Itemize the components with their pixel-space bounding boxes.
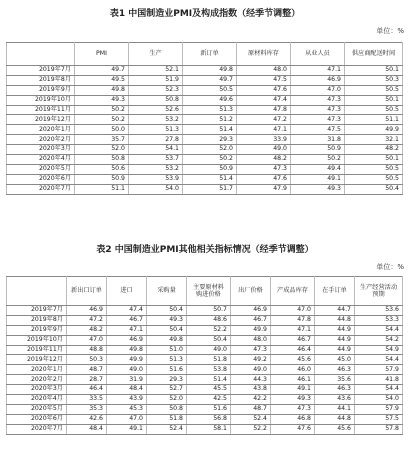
table-cell: 48.0 — [231, 335, 271, 345]
row-label: 2019年8月 — [7, 315, 67, 325]
table-cell: 51.4 — [187, 375, 231, 385]
table-cell: 47.5 — [237, 75, 291, 85]
table-cell: 52.7 — [147, 385, 187, 395]
table-cell: 44.7 — [315, 306, 355, 316]
table-cell: 48.0 — [237, 66, 291, 76]
table-cell: 44.9 — [315, 335, 355, 345]
table-cell: 47.2 — [237, 115, 291, 125]
table-row — [7, 75, 403, 85]
table-cell: 44.3 — [231, 375, 271, 385]
row-label: 2020年5月 — [7, 404, 67, 414]
table-cell: 58.1 — [187, 424, 231, 434]
table-cell: 47.1 — [271, 325, 315, 335]
table-cell: 51.3 — [129, 125, 183, 135]
table-cell: 47.3 — [237, 164, 291, 174]
table-cell: 49.2 — [231, 355, 271, 365]
table1-header-row — [7, 43, 403, 66]
table-cell: 50.5 — [345, 174, 403, 184]
table-cell: 48.4 — [107, 385, 147, 395]
table-cell: 49.9 — [107, 355, 147, 365]
table-row — [7, 325, 403, 335]
table-cell: 49.3 — [291, 184, 345, 194]
table-cell: 48.2 — [67, 325, 107, 335]
table-row — [7, 395, 403, 405]
table2-col-header: 生产经营活动预期 — [355, 277, 403, 306]
row-label: 2020年6月 — [7, 414, 67, 424]
row-label: 2019年11月 — [7, 345, 67, 355]
table-cell: 46.9 — [231, 306, 271, 316]
row-label: 2019年11月 — [7, 105, 75, 115]
table-cell: 45.6 — [315, 424, 355, 434]
table2-col-header: 主要原材料购进价格 — [187, 277, 231, 306]
table2-col-header: 在手订单 — [315, 277, 355, 306]
table-row — [7, 404, 403, 414]
table-cell: 51.3 — [147, 355, 187, 365]
table2-col-header: 采购量 — [147, 277, 187, 306]
table-cell: 49.3 — [147, 315, 187, 325]
table-cell: 47.8 — [271, 315, 315, 325]
table-cell: 52.2 — [231, 424, 271, 434]
table-row — [7, 164, 403, 174]
table1-col-header: PMI — [75, 43, 129, 66]
table-cell: 43.6 — [315, 395, 355, 405]
table-cell: 44.9 — [315, 325, 355, 335]
table-cell: 35.3 — [67, 404, 107, 414]
table-cell: 50.1 — [345, 95, 403, 105]
table-cell: 49.0 — [231, 365, 271, 375]
table-cell: 57.9 — [355, 365, 403, 375]
table-cell: 50.9 — [291, 145, 345, 155]
table2-col-header: 进口 — [107, 277, 147, 306]
table-cell: 49.9 — [345, 125, 403, 135]
table-cell: 49.3 — [271, 395, 315, 405]
table-cell: 33.5 — [67, 395, 107, 405]
table-cell: 50.8 — [147, 404, 187, 414]
row-label: 2020年1月 — [7, 125, 75, 135]
table-row — [7, 335, 403, 345]
table-cell: 49.4 — [291, 164, 345, 174]
row-label: 2019年10月 — [7, 95, 75, 105]
table-cell: 50.2 — [291, 155, 345, 165]
row-label: 2019年10月 — [7, 335, 67, 345]
table-cell: 50.4 — [187, 335, 231, 345]
table-row — [7, 355, 403, 365]
table1-unit: 单位：% — [376, 27, 404, 35]
table-cell: 47.1 — [291, 66, 345, 76]
table-cell: 46.7 — [231, 315, 271, 325]
table-cell: 44.9 — [315, 345, 355, 355]
table-cell: 46.3 — [315, 365, 355, 375]
table-cell: 46.4 — [271, 345, 315, 355]
table-cell: 51.0 — [147, 345, 187, 355]
table-cell: 45.5 — [187, 385, 231, 395]
table-cell: 53.2 — [129, 115, 183, 125]
table2-unit: 单位：% — [376, 263, 404, 271]
table-cell: 47.8 — [237, 105, 291, 115]
table1-col-header: 从业人员 — [291, 43, 345, 66]
table-cell: 49.9 — [231, 325, 271, 335]
table-cell: 50.5 — [345, 85, 403, 95]
table-cell: 47.6 — [237, 174, 291, 184]
table-cell: 53.8 — [187, 365, 231, 375]
table-cell: 49.6 — [183, 95, 237, 105]
table-cell: 54.0 — [129, 184, 183, 194]
table-cell: 47.9 — [237, 184, 291, 194]
table-cell: 47.0 — [271, 306, 315, 316]
table-cell: 48.2 — [237, 155, 291, 165]
table-cell: 49.7 — [75, 66, 129, 76]
table-cell: 51.9 — [129, 75, 183, 85]
row-label: 2020年4月 — [7, 155, 75, 165]
table-row — [7, 125, 403, 135]
table-cell: 47.4 — [107, 306, 147, 316]
table-row — [7, 306, 403, 316]
table-row — [7, 414, 403, 424]
table-cell: 48.7 — [231, 404, 271, 414]
table-cell: 47.3 — [231, 345, 271, 355]
table-cell: 49.7 — [183, 75, 237, 85]
table-cell: 53.6 — [355, 306, 403, 316]
table-cell: 52.3 — [129, 85, 183, 95]
table-cell: 46.4 — [67, 385, 107, 395]
table-cell: 46.9 — [107, 335, 147, 345]
table-cell: 47.3 — [271, 404, 315, 414]
table-cell: 42.5 — [187, 395, 231, 405]
table-cell: 49.8 — [147, 335, 187, 345]
table1-col-header: 原材料库存 — [237, 43, 291, 66]
table-cell: 51.4 — [183, 125, 237, 135]
table-cell: 47.0 — [67, 335, 107, 345]
table-cell: 57.9 — [355, 404, 403, 414]
table-cell: 51.7 — [183, 184, 237, 194]
row-label: 2020年6月 — [7, 174, 75, 184]
table-cell: 50.4 — [345, 184, 403, 194]
table-row — [7, 184, 403, 194]
table-row — [7, 174, 403, 184]
table-cell: 35.6 — [315, 375, 355, 385]
table-cell: 46.7 — [107, 315, 147, 325]
table-row — [7, 375, 403, 385]
table-cell: 46.3 — [315, 385, 355, 395]
table2-col-header — [7, 277, 67, 306]
table-cell: 52.0 — [183, 145, 237, 155]
table-cell: 50.7 — [187, 306, 231, 316]
table-cell: 47.6 — [237, 85, 291, 95]
table-cell: 51.1 — [75, 184, 129, 194]
row-label: 2020年1月 — [7, 365, 67, 375]
table-cell: 29.3 — [183, 135, 237, 145]
table-cell: 46.1 — [271, 375, 315, 385]
table2-col-header: 新出口订单 — [67, 277, 107, 306]
table-cell: 53.3 — [355, 315, 403, 325]
table-cell: 46.0 — [271, 365, 315, 375]
table1-col-header: 生产 — [129, 43, 183, 66]
table-row — [7, 345, 403, 355]
table-cell: 49.0 — [107, 365, 147, 375]
table-cell: 46.7 — [271, 335, 315, 345]
table-row — [7, 385, 403, 395]
table-cell: 48.4 — [67, 424, 107, 434]
table-cell: 54.1 — [129, 145, 183, 155]
table-cell: 47.1 — [237, 125, 291, 135]
table-cell: 57.8 — [355, 424, 403, 434]
row-label: 2020年2月 — [7, 135, 75, 145]
table-cell: 43.8 — [231, 385, 271, 395]
table-cell: 51.1 — [345, 115, 403, 125]
table-cell: 54.2 — [355, 335, 403, 345]
table2-header-row — [7, 277, 403, 306]
table-cell: 51.3 — [183, 105, 237, 115]
table-cell: 54.0 — [355, 395, 403, 405]
row-label: 2019年7月 — [7, 66, 75, 76]
table-cell: 49.8 — [75, 85, 129, 95]
table-row — [7, 85, 403, 95]
table-cell: 49.3 — [75, 95, 129, 105]
table-cell: 50.2 — [75, 105, 129, 115]
table-cell: 46.9 — [291, 75, 345, 85]
table-row — [7, 115, 403, 125]
table-cell: 52.6 — [129, 105, 183, 115]
table-cell: 50.9 — [75, 174, 129, 184]
table-cell: 52.2 — [187, 325, 231, 335]
table-cell: 46.9 — [67, 306, 107, 316]
table-cell: 45.0 — [315, 355, 355, 365]
table-cell: 54.9 — [355, 345, 403, 355]
table-cell: 52.1 — [129, 66, 183, 76]
table-cell: 44.8 — [315, 315, 355, 325]
table-row — [7, 315, 403, 325]
table-cell: 33.9 — [237, 135, 291, 145]
row-label: 2020年2月 — [7, 375, 67, 385]
table-cell: 28.7 — [67, 375, 107, 385]
table-cell: 57.5 — [355, 414, 403, 424]
table-cell: 47.0 — [291, 85, 345, 95]
table-cell: 47.3 — [291, 105, 345, 115]
table-cell: 48.2 — [345, 145, 403, 155]
table-cell: 42.6 — [67, 414, 107, 424]
table-cell: 31.9 — [107, 375, 147, 385]
table-cell: 51.6 — [147, 365, 187, 375]
table-cell: 50.2 — [183, 155, 237, 165]
table-cell: 45.3 — [107, 404, 147, 414]
table-row — [7, 95, 403, 105]
row-label: 2019年9月 — [7, 85, 75, 95]
table2-title: 表2 中国制造业PMI其他相关指标情况（经季节调整） — [96, 245, 314, 255]
table-cell: 49.1 — [107, 424, 147, 434]
table-cell: 53.9 — [129, 174, 183, 184]
table-cell: 47.5 — [291, 125, 345, 135]
table-cell: 50.4 — [147, 325, 187, 335]
row-label: 2019年12月 — [7, 355, 67, 365]
table-cell: 51.8 — [147, 414, 187, 424]
table-cell: 29.3 — [147, 375, 187, 385]
table-row — [7, 155, 403, 165]
table-cell: 47.3 — [291, 115, 345, 125]
table-cell: 50.3 — [345, 75, 403, 85]
table-cell: 49.5 — [75, 75, 129, 85]
table1-col-header — [7, 43, 75, 66]
table-cell: 52.0 — [75, 145, 129, 155]
table-cell: 56.8 — [187, 414, 231, 424]
table1-col-header: 供应商配送时间 — [345, 43, 403, 66]
table-cell: 54.4 — [355, 325, 403, 335]
table-cell: 48.7 — [67, 365, 107, 375]
table-cell: 48.6 — [187, 315, 231, 325]
table-cell: 51.6 — [187, 404, 231, 414]
table-cell: 47.6 — [271, 424, 315, 434]
table2-col-header: 出厂价格 — [231, 277, 271, 306]
table-cell: 50.4 — [147, 306, 187, 316]
table-cell: 41.8 — [355, 375, 403, 385]
table-cell: 53.7 — [129, 155, 183, 165]
table-cell: 44.1 — [315, 404, 355, 414]
table1 — [6, 42, 403, 195]
table-cell: 35.7 — [75, 135, 129, 145]
table1-col-header: 新订单 — [183, 43, 237, 66]
table-cell: 49.8 — [107, 345, 147, 355]
table-cell: 53.2 — [129, 164, 183, 174]
table-cell: 31.8 — [291, 135, 345, 145]
row-label: 2019年9月 — [7, 325, 67, 335]
row-label: 2019年12月 — [7, 115, 75, 125]
table-row — [7, 424, 403, 434]
table-cell: 42.2 — [231, 395, 271, 405]
table-cell: 27.8 — [129, 135, 183, 145]
table-row — [7, 365, 403, 375]
table-cell: 50.8 — [129, 95, 183, 105]
table-cell: 46.8 — [271, 414, 315, 424]
table-cell: 47.3 — [291, 95, 345, 105]
row-label: 2020年3月 — [7, 385, 67, 395]
table-cell: 50.1 — [345, 66, 403, 76]
table-cell: 49.8 — [183, 66, 237, 76]
row-label: 2020年7月 — [7, 424, 67, 434]
table-cell: 50.5 — [183, 85, 237, 95]
table-cell: 50.5 — [345, 164, 403, 174]
table-cell: 49.0 — [187, 345, 231, 355]
table2-col-header: 产成品库存 — [271, 277, 315, 306]
table-cell: 43.9 — [107, 395, 147, 405]
row-label: 2019年8月 — [7, 75, 75, 85]
table-cell: 32.1 — [345, 135, 403, 145]
table-cell: 47.2 — [67, 315, 107, 325]
row-label: 2019年7月 — [7, 306, 67, 316]
table-cell: 51.2 — [183, 115, 237, 125]
table-cell: 52.4 — [147, 424, 187, 434]
table-cell: 45.6 — [271, 355, 315, 365]
table-cell: 51.4 — [183, 174, 237, 184]
table-cell: 52.0 — [147, 395, 187, 405]
table-cell: 50.9 — [183, 164, 237, 174]
table-cell: 50.2 — [75, 115, 129, 125]
table-cell: 47.0 — [107, 414, 147, 424]
row-label: 2020年7月 — [7, 184, 75, 194]
table-cell: 49.1 — [271, 385, 315, 395]
table2 — [6, 276, 403, 435]
table-cell: 50.3 — [67, 355, 107, 365]
row-label: 2020年5月 — [7, 164, 75, 174]
table-row — [7, 105, 403, 115]
table-cell: 50.8 — [75, 155, 129, 165]
table-cell: 48.8 — [67, 345, 107, 355]
table-row — [7, 135, 403, 145]
table-cell: 49.1 — [291, 174, 345, 184]
table-cell: 50.6 — [75, 164, 129, 174]
table-row — [7, 145, 403, 155]
table-cell: 54.4 — [355, 355, 403, 365]
table-cell: 47.1 — [107, 325, 147, 335]
table-cell: 54.4 — [355, 385, 403, 395]
table-cell: 52.4 — [231, 414, 271, 424]
table-row — [7, 66, 403, 76]
table-cell: 50.1 — [345, 155, 403, 165]
table-cell: 50.5 — [345, 105, 403, 115]
table-cell: 47.4 — [237, 95, 291, 105]
row-label: 2020年4月 — [7, 395, 67, 405]
table-cell: 50.0 — [75, 125, 129, 135]
table1-title: 表1 中国制造业PMI及构成指数（经季节调整） — [109, 9, 301, 19]
table-cell: 44.8 — [315, 414, 355, 424]
table-cell: 51.8 — [187, 355, 231, 365]
table-cell: 49.0 — [237, 145, 291, 155]
row-label: 2020年3月 — [7, 145, 75, 155]
